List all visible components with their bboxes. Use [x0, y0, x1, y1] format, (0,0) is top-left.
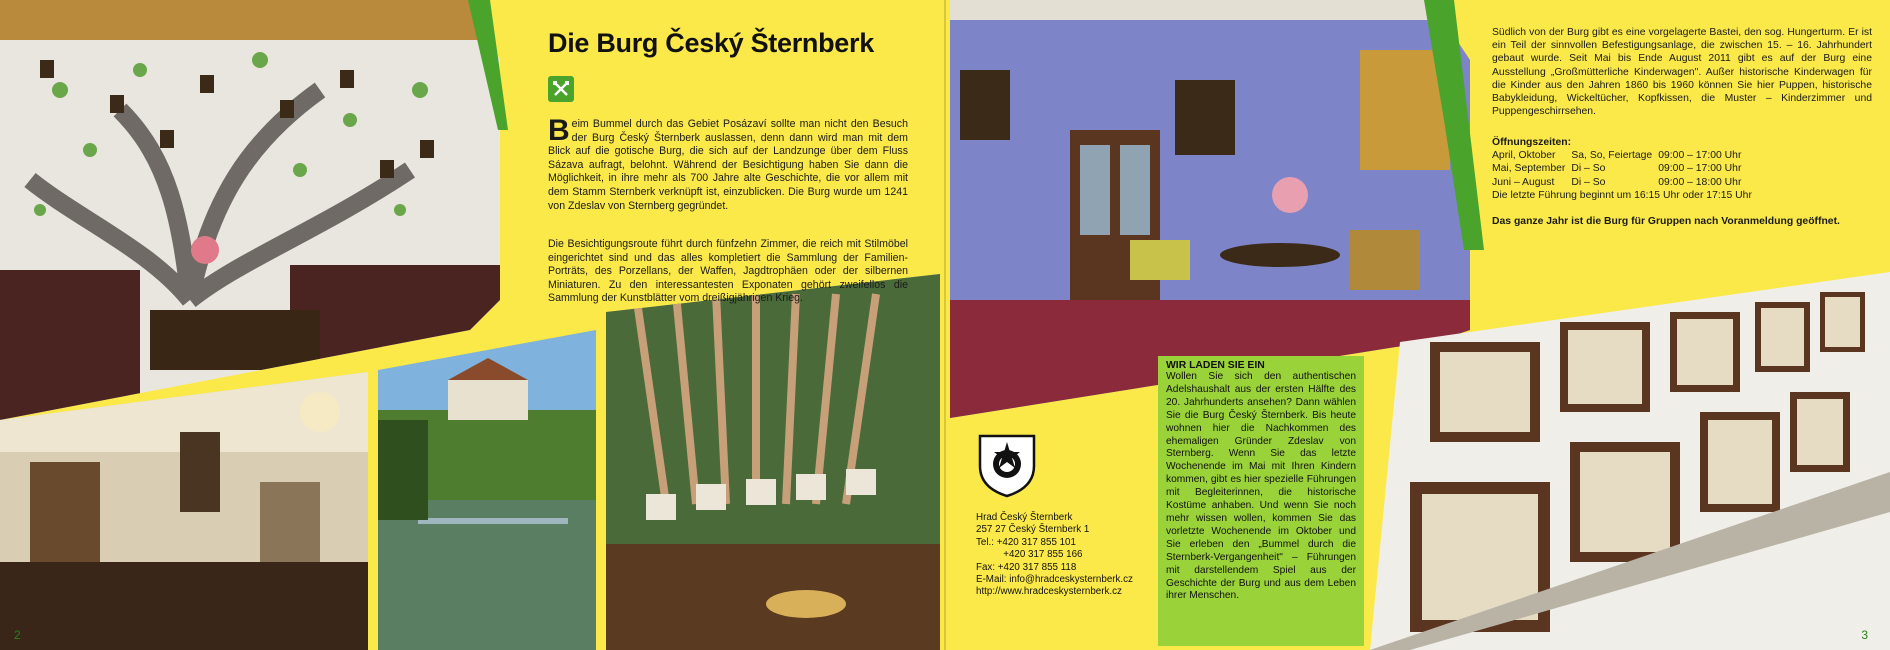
invite-box: [1158, 356, 1364, 646]
intro-dropcap: B: [548, 114, 570, 147]
hours-days: Di – So: [1571, 163, 1606, 175]
hours-time: 09:00 – 17:00 Uhr: [1658, 150, 1742, 162]
photo-ballroom: [0, 372, 368, 650]
hours-time: 09:00 – 17:00 Uhr: [1658, 163, 1742, 175]
opening-hours: [1492, 136, 1872, 202]
contact-website-link[interactable]: http://www.hradceskysternberk.cz: [976, 586, 1122, 598]
contact-name: Hrad Český Šternberk: [976, 512, 1073, 523]
intro-paragraph: [548, 114, 908, 213]
contact-block: [976, 512, 1156, 599]
table-row: [1492, 176, 1747, 189]
table-row: [1492, 149, 1747, 162]
photo-castle-river: [378, 330, 596, 650]
contact-phone-2: +420 317 855 166: [976, 549, 1083, 561]
hunger-tower-paragraph: Südlich von der Burg gibt es eine vorgelagerte Bastei, den sog. Hungerturm. Er ist ein Teil der sinnvollen Befestigungsanlage, die zwischen 15. – 16. Jahrhundert gebaut wurde. Seit Mai bis Ende August 2011 gibt es auf der Burg eine Ausstellung „Großmütterliche Kinderwagen". Außer historische Kinderwagen für die Kinder aus den Jahren 1860 bis 1960 können Sie hier Puppen, historische Babykleidung, Wickeltücher, Kopfkissen, die Muster – Kinderzimmer und Puppengeschirrsehen.: [1492, 27, 1872, 118]
page-number-left: 2: [14, 628, 21, 642]
contact-email-link[interactable]: E-Mail: info@hradceskysternberk.cz: [976, 574, 1133, 586]
page-fold: [944, 0, 946, 650]
intro-text: eim Bummel durch das Gebiet Posázaví sollte man nicht den Besuch der Burg Český Šternberk auslassen, denn dann wird man mit dem Blick auf die gotische Burg, die sich auf der Landzunge über dem Fluss Sázava aufragt, belohnt. Während der Besichtigung haben Sie dann die Möglichkeit, in ihre mehr als 700 Jahre alte Geschichte, die vor allem mit dem Stamm Sternberk verknüpft ist, einzublicken. Die Burg wurde um 1241 von Zdeslav von Sternberg gegründet.: [548, 118, 908, 212]
sternberk-coat-of-arms-icon: [976, 432, 1038, 498]
hours-period: Juni – August: [1492, 176, 1555, 188]
opening-hours-label: Öffnungszeiten:: [1492, 137, 1572, 148]
table-row: [1492, 162, 1747, 175]
hours-days: Di – So: [1571, 176, 1606, 188]
page-title: Die Burg Český Šternberk: [548, 28, 874, 58]
contact-fax: Fax: +420 317 855 118: [976, 561, 1077, 573]
opening-hours-table: [1492, 149, 1747, 189]
hours-time: 09:00 – 18:00 Uhr: [1658, 176, 1742, 188]
tour-paragraph: Die Besichtigungsroute führt durch fünfzehn Zimmer, die reich mit Stilmöbel eingerichtet sind und das alles kompletiert die Sammlung der Familien-Porträts, des Porzellans, der Waffen, Jagdtrophäen oder der silbernen Miniaturen. Zu den interessantesten Exponaten gehört zweifellos die Sammlung der Kunstblätter vom dreißigjährigen Krieg.: [548, 238, 908, 305]
contact-address: 257 27 Český Šternberk 1: [976, 524, 1090, 536]
groups-note: Das ganze Jahr ist die Burg für Gruppen nach Voranmeldung geöffnet.: [1492, 216, 1840, 227]
hours-period: Mai, September: [1492, 163, 1566, 175]
hours-period: April, Oktober: [1492, 150, 1556, 162]
photo-family-tree-room: [0, 0, 500, 420]
hours-days: Sa, So, Feiertage: [1571, 150, 1653, 162]
page-number-right: 3: [1861, 628, 1868, 642]
contact-phone-1: Tel.: +420 317 855 101: [976, 536, 1076, 548]
last-tour-note: Die letzte Führung beginnt um 16:15 Uhr oder 17:15 Uhr: [1492, 189, 1752, 201]
photo-pipe-collection: [606, 274, 940, 650]
invite-text: Wollen Sie sich den authentischen Adelshaushalt aus der ersten Hälfte des 20. Jahrhunderts ansehen? Dann wählen Sie die Burg Český Šternberk. Bis heute wohnen hier die Nachkommen des ehemaligen Gründer Zdeslav von Sternberg. Wenn Sie das letzte Wochenende im Mai mit Ihren Kindern kommen, gibt es hier spezielle Führungen mit Begleiterinnen, die historische Kostüme anhaben. Und wenn Sie noch mehr wissen wollen, kommen Sie das vorletzte Wochenende im Oktober und Sie erleben den „Bummel durch die Sternberk-Vergangenheit" – Führungen mit darstellendem Spiel aus der Geschichte der Burg und aus dem Leben ihrer Menschen.: [1166, 371, 1356, 602]
crossed-swords-icon: [548, 76, 574, 102]
invite-title: WIR LADEN SIE EIN: [1166, 360, 1265, 371]
